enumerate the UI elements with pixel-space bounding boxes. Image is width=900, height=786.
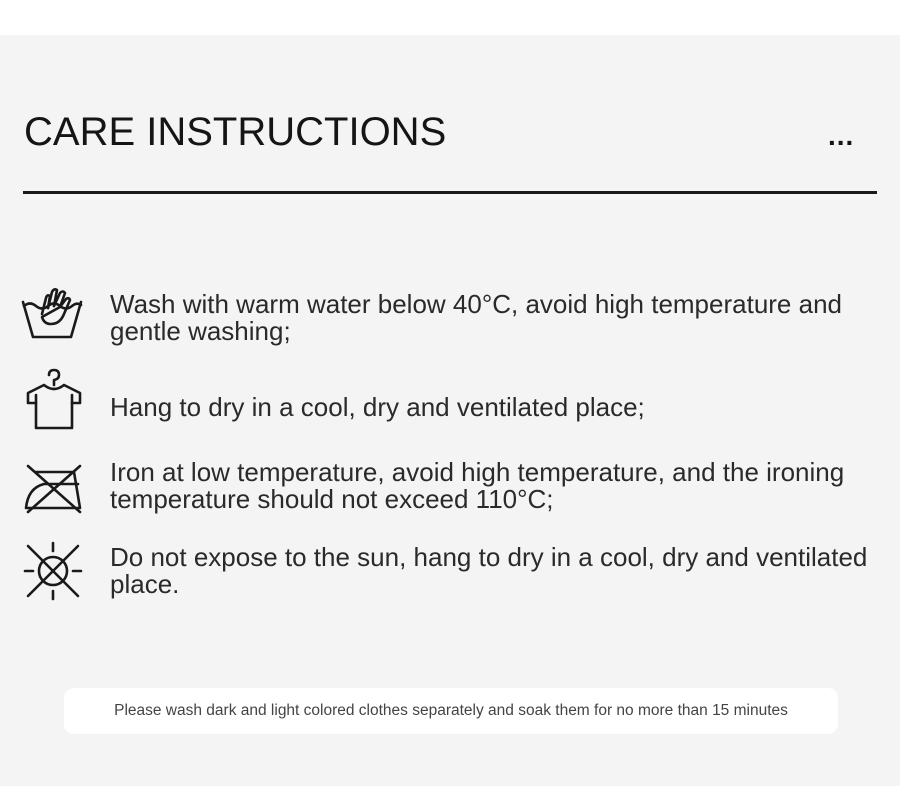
title-divider (23, 191, 877, 194)
hang-dry-icon (20, 367, 86, 438)
hand-wash-icon (20, 284, 84, 347)
page-title: CARE INSTRUCTIONS (24, 110, 447, 154)
care-text-wash: Wash with warm water below 40°C, avoid high temperature and gentle washing; (110, 289, 842, 346)
more-options-button[interactable]: ... (828, 120, 855, 151)
care-text-sun: Do not expose to the sun, hang to dry in a cool, dry and ventilated place. (110, 542, 868, 599)
no-iron-icon (20, 460, 86, 521)
no-sun-icon (20, 540, 86, 607)
wash-note-text: Please wash dark and light colored clothes separately and soak them for no more than 15 minutes (114, 702, 788, 719)
care-text-iron: Iron at low temperature, avoid high temperature, and the ironing temperature should not exceed 110°C; (110, 457, 845, 514)
wash-note (64, 688, 838, 734)
care-text-hang: Hang to dry in a cool, dry and ventilated place; (110, 392, 645, 422)
